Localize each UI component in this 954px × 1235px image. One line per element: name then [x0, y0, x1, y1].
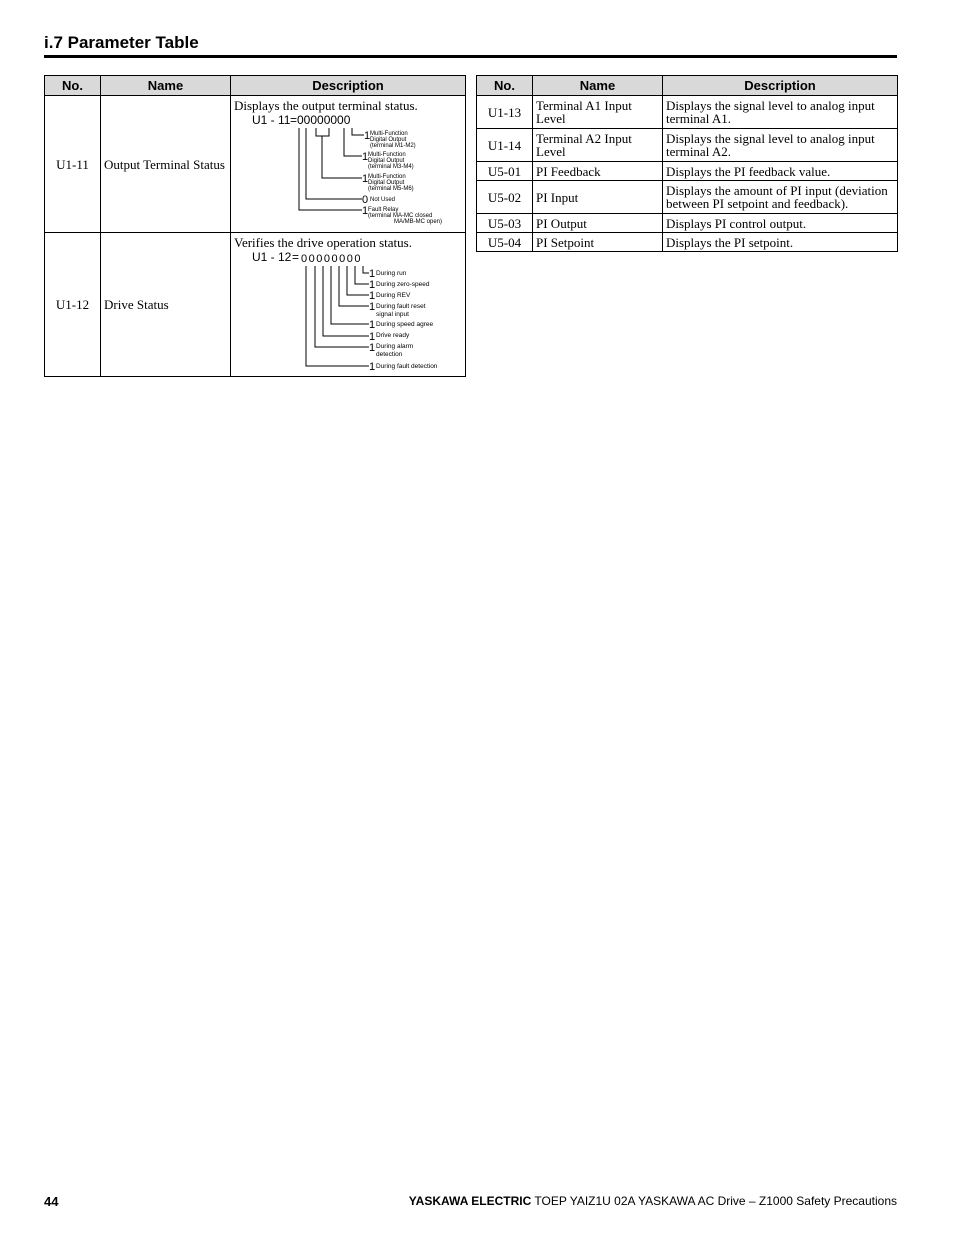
section-title: i.7 Parameter Table	[44, 33, 897, 58]
page-number: 44	[44, 1194, 59, 1209]
param-name: PI Input	[533, 181, 663, 214]
param-no: U5-04	[477, 233, 533, 252]
param-no: U5-01	[477, 162, 533, 181]
param-name: PI Output	[533, 214, 663, 233]
bit-diagram	[234, 249, 462, 373]
bit-value: 1	[369, 361, 376, 373]
bit-value: 1	[362, 172, 369, 185]
table-row	[477, 162, 898, 181]
bit-label: (terminal M5-M6)	[368, 185, 414, 192]
param-description: Displays PI control output.	[663, 214, 898, 233]
param-name: PI Feedback	[533, 162, 663, 181]
bit-label: Digital Output	[368, 179, 405, 186]
param-name: Drive Status	[101, 233, 231, 377]
bit-label: Multi-Function	[368, 173, 406, 180]
table-row	[45, 233, 466, 377]
bit-label: Drive ready	[376, 332, 410, 339]
param-name: PI Setpoint	[533, 233, 663, 252]
bit-label: During REV	[376, 292, 411, 299]
diagram-equals: =	[290, 112, 298, 127]
bit-label: (terminal MA-MC closed	[368, 212, 433, 219]
param-description: Displays the output terminal status.	[234, 97, 418, 113]
bit-label: Multi-Function	[368, 151, 406, 158]
column-header-name: Name	[533, 76, 663, 96]
column-header-description: Description	[663, 76, 898, 96]
footer-document-info	[409, 1194, 897, 1208]
diagram-digits: 00000000	[301, 253, 362, 265]
bit-diagram	[234, 112, 462, 230]
param-description: Verifies the drive operation status.	[234, 235, 412, 250]
param-description: Displays the PI feedback value.	[663, 162, 898, 181]
diagram-lines	[306, 266, 369, 366]
bit-label: signal input	[376, 311, 409, 318]
table-row	[45, 96, 466, 233]
diagram-label: U1 - 11	[252, 112, 291, 127]
column-header-description: Description	[231, 76, 466, 96]
bit-label: Digital Output	[368, 157, 405, 164]
param-name: Terminal A2 Input Level	[533, 129, 663, 162]
bit-value: 1	[369, 268, 376, 280]
bit-label: (terminal M3-M4)	[368, 163, 414, 170]
diagram-digits: 00000000	[297, 112, 351, 127]
bit-label: Fault Relay	[368, 206, 399, 213]
column-header-no: No.	[45, 76, 101, 96]
bit-value: 1	[362, 150, 369, 163]
footer-brand: YASKAWA ELECTRIC	[408, 1194, 532, 1208]
table-header-row	[477, 76, 898, 96]
param-no: U5-03	[477, 214, 533, 233]
bit-value: 1	[369, 342, 376, 354]
column-header-name: Name	[101, 76, 231, 96]
bit-label: MA/MB-MC open)	[394, 218, 443, 225]
bit-value: 1	[362, 204, 369, 217]
table-row	[477, 233, 898, 252]
bit-label: During speed agree	[376, 321, 434, 328]
bit-label: During alarm	[376, 343, 414, 350]
param-description: Displays the signal level to analog input terminal A2.	[663, 129, 898, 162]
bit-value: 0	[362, 193, 369, 206]
param-no: U5-02	[477, 181, 533, 214]
bit-label: During run	[376, 270, 407, 277]
param-description: Displays the signal level to analog input terminal A1.	[663, 96, 898, 129]
diagram-equals: =	[292, 250, 300, 264]
bit-label: During zero-speed	[376, 281, 430, 288]
param-description: Displays the PI setpoint.	[663, 233, 898, 252]
column-header-no: No.	[477, 76, 533, 96]
diagram-label: U1 - 12	[252, 250, 292, 264]
diagram-bits	[369, 268, 438, 373]
bit-value: 1	[369, 301, 376, 313]
bit-value: 1	[369, 279, 376, 291]
parameter-table-left	[44, 75, 466, 377]
parameter-table-right	[476, 75, 898, 252]
bit-label: During fault reset	[376, 303, 426, 310]
footer-document-title: TOEP YAIZ1U 02A YASKAWA AC Drive – Z1000 Safety Precautions	[534, 1194, 897, 1208]
param-no: U1-14	[477, 129, 533, 162]
bit-label: Multi-Function	[370, 130, 408, 137]
param-no: U1-12	[45, 233, 101, 377]
param-description: Displays the amount of PI input (deviation between PI setpoint and feedback).	[663, 181, 898, 214]
bit-value: 1	[364, 129, 371, 142]
param-name: Output Terminal Status	[101, 96, 231, 233]
table-row	[477, 214, 898, 233]
param-description-cell	[231, 233, 466, 377]
table-header-row	[45, 76, 466, 96]
bit-label: Digital Output	[370, 136, 407, 143]
bit-value: 1	[369, 319, 376, 331]
bit-label: Not Used	[370, 196, 396, 203]
table-row	[477, 181, 898, 214]
param-name: Terminal A1 Input Level	[533, 96, 663, 129]
table-row	[477, 129, 898, 162]
bit-value: 1	[369, 331, 376, 343]
bit-value: 1	[369, 290, 376, 302]
diagram-lines	[299, 128, 364, 210]
param-no: U1-11	[45, 96, 101, 233]
bit-label: detection	[376, 351, 403, 358]
table-row	[477, 96, 898, 129]
bit-label: During fault detection	[376, 363, 438, 370]
diagram-bits	[362, 130, 442, 225]
bit-label: (terminal M1-M2)	[370, 142, 416, 149]
param-no: U1-13	[477, 96, 533, 129]
param-description-cell	[231, 96, 466, 233]
